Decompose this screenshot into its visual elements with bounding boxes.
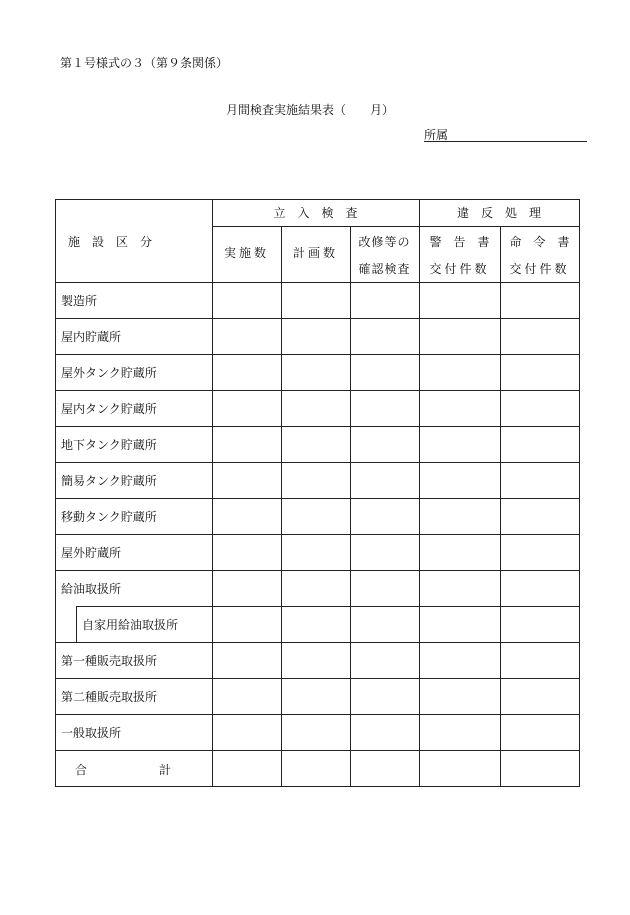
row-label-total: 合 計 <box>75 763 172 777</box>
entry-cell-order-issued[interactable] <box>501 715 579 750</box>
entry-cell-repair-check[interactable] <box>351 679 419 714</box>
entry-cell-planned[interactable] <box>282 751 350 786</box>
entry-cell-warning-issued[interactable] <box>420 355 500 390</box>
entry-cell-warning-issued[interactable] <box>420 391 500 426</box>
entry-cell-repair-check[interactable] <box>351 319 419 354</box>
entry-cell-planned[interactable] <box>282 535 350 570</box>
entry-cell-implemented[interactable] <box>213 643 281 678</box>
entry-cell-implemented[interactable] <box>213 391 281 426</box>
entry-cell-order-issued[interactable] <box>501 643 579 678</box>
entry-cell-implemented[interactable] <box>213 499 281 534</box>
entry-cell-order-issued[interactable] <box>501 679 579 714</box>
entry-cell-repair-check[interactable] <box>351 391 419 426</box>
header-repair-line2: 確認検査 <box>358 262 411 276</box>
header-repair-line1: 改修等の <box>358 235 411 249</box>
entry-cell-planned[interactable] <box>282 499 350 534</box>
entry-cell-warning-issued[interactable] <box>420 751 500 786</box>
header-violation-group: 違 反 処 理 <box>456 206 541 220</box>
row-label-indoor-storage: 屋内貯蔵所 <box>61 330 122 344</box>
entry-cell-order-issued[interactable] <box>501 535 579 570</box>
entry-cell-planned[interactable] <box>282 607 350 642</box>
entry-cell-repair-check[interactable] <box>351 463 419 498</box>
header-planned-count: 計画数 <box>292 246 338 260</box>
row-label-underground-tank-storage: 地下タンク貯蔵所 <box>61 438 157 452</box>
page-title: 月間検査実施結果表（ 月） <box>226 103 395 117</box>
header-order-line2: 交付件数 <box>509 262 570 276</box>
affiliation-label: 所属 <box>424 128 449 142</box>
entry-cell-warning-issued[interactable] <box>420 679 500 714</box>
entry-cell-planned[interactable] <box>282 355 350 390</box>
entry-cell-planned[interactable] <box>282 643 350 678</box>
entry-cell-warning-issued[interactable] <box>420 535 500 570</box>
entry-cell-repair-check[interactable] <box>351 607 419 642</box>
entry-cell-order-issued[interactable] <box>501 607 579 642</box>
entry-cell-repair-check[interactable] <box>351 355 419 390</box>
row-label-manufacturing: 製造所 <box>61 294 98 308</box>
row-label-simple-tank-storage: 簡易タンク貯蔵所 <box>61 474 157 488</box>
row-label-outdoor-storage: 屋外貯蔵所 <box>61 546 122 560</box>
entry-cell-implemented[interactable] <box>213 571 281 606</box>
entry-cell-order-issued[interactable] <box>501 355 579 390</box>
header-warning-line2: 交付件数 <box>429 262 490 276</box>
entry-cell-implemented[interactable] <box>213 463 281 498</box>
row-label-type2-sales: 第二種販売取扱所 <box>61 690 158 704</box>
row-label-outdoor-tank-storage: 屋外タンク貯蔵所 <box>61 366 157 380</box>
row-label-indoor-tank-storage: 屋内タンク貯蔵所 <box>61 402 157 416</box>
entry-cell-order-issued[interactable] <box>501 283 579 318</box>
form-number: 第１号様式の３（第９条関係） <box>60 56 229 70</box>
entry-cell-implemented[interactable] <box>213 283 281 318</box>
entry-cell-warning-issued[interactable] <box>420 715 500 750</box>
entry-cell-repair-check[interactable] <box>351 499 419 534</box>
row-label-private-fueling-station: 自家用給油取扱所 <box>82 618 179 632</box>
entry-cell-repair-check[interactable] <box>351 643 419 678</box>
entry-cell-repair-check[interactable] <box>351 535 419 570</box>
entry-cell-implemented[interactable] <box>213 427 281 462</box>
row-label-fueling-station: 給油取扱所 <box>61 582 122 596</box>
entry-cell-warning-issued[interactable] <box>420 643 500 678</box>
entry-cell-implemented[interactable] <box>213 679 281 714</box>
entry-cell-warning-issued[interactable] <box>420 571 500 606</box>
header-inspection-group: 立 入 検 査 <box>273 206 358 220</box>
entry-cell-planned[interactable] <box>282 283 350 318</box>
entry-cell-implemented[interactable] <box>213 319 281 354</box>
entry-cell-planned[interactable] <box>282 463 350 498</box>
row-label-mobile-tank-storage: 移動タンク貯蔵所 <box>61 510 157 524</box>
entry-cell-repair-check[interactable] <box>351 283 419 318</box>
entry-cell-planned[interactable] <box>282 427 350 462</box>
entry-cell-planned[interactable] <box>282 679 350 714</box>
entry-cell-order-issued[interactable] <box>501 463 579 498</box>
header-facility-category <box>68 235 199 249</box>
row-label-general-handling: 一般取扱所 <box>61 726 122 740</box>
entry-cell-planned[interactable] <box>282 319 350 354</box>
entry-cell-warning-issued[interactable] <box>420 283 500 318</box>
entry-cell-order-issued[interactable] <box>501 391 579 426</box>
entry-cell-warning-issued[interactable] <box>420 427 500 462</box>
entry-cell-repair-check[interactable] <box>351 715 419 750</box>
entry-cell-warning-issued[interactable] <box>420 607 500 642</box>
entry-cell-repair-check[interactable] <box>351 751 419 786</box>
entry-cell-implemented[interactable] <box>213 751 281 786</box>
entry-cell-implemented[interactable] <box>213 715 281 750</box>
entry-cell-repair-check[interactable] <box>351 427 419 462</box>
entry-cell-order-issued[interactable] <box>501 571 579 606</box>
entry-cell-implemented[interactable] <box>213 355 281 390</box>
entry-cell-planned[interactable] <box>282 391 350 426</box>
entry-cell-warning-issued[interactable] <box>420 319 500 354</box>
entry-cell-order-issued[interactable] <box>501 751 579 786</box>
entry-cell-order-issued[interactable] <box>501 499 579 534</box>
entry-cell-implemented[interactable] <box>213 535 281 570</box>
header-facility-text: 施 設 区 分 <box>68 235 153 249</box>
entry-cell-planned[interactable] <box>282 571 350 606</box>
entry-cell-warning-issued[interactable] <box>420 499 500 534</box>
entry-cell-implemented[interactable] <box>213 607 281 642</box>
entry-cell-order-issued[interactable] <box>501 319 579 354</box>
entry-cell-repair-check[interactable] <box>351 571 419 606</box>
entry-cell-order-issued[interactable] <box>501 427 579 462</box>
header-implemented-count: 実施数 <box>223 246 269 260</box>
header-warning-line1: 警 告 書 <box>429 235 490 249</box>
header-order-line1: 命 令 書 <box>509 235 570 249</box>
entry-cell-planned[interactable] <box>282 715 350 750</box>
entry-cell-warning-issued[interactable] <box>420 463 500 498</box>
row-label-type1-sales: 第一種販売取扱所 <box>61 654 158 668</box>
